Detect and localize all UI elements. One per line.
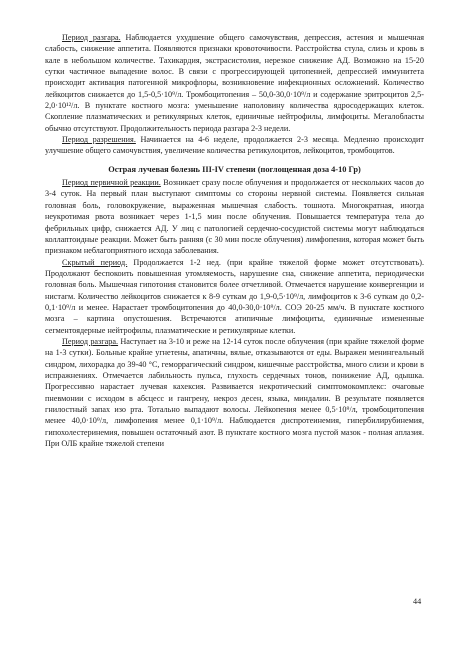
paragraph-title: Период первичной реакции. [62, 178, 161, 188]
paragraph-text: Начинается на 4-6 неделе, продолжается 2-3 месяца. Медленно происходит улучшение общего самочувствия, увеличение количества ретикулоцитов, лейкоцитов, тромбоцитов. [45, 135, 424, 156]
paragraph-resolution-period [45, 134, 424, 157]
paragraph-text: Возникает сразу после облучения и продолжается от нескольких часов до 3-4 суток. На первый план выступают симптомы со стороны нервной системы. Появляется сильная головная боль, головокружение, выраженная мышечная слабость. тошнота. Многократная, иногда неукротимая рвота возникает через 1-1,5 мин после облучения. Повышается температура тела до фебрильных цифр, снижается АД. У лиц с патологией сердечно-сосудистой системы могут наблюдаться коллаптоидные реакции. Может быть ранняя (с 30 мин после облучения) лимфопения, которая может быть признаком неблагоприятного исхода заболевания. [45, 178, 424, 256]
paragraph-text: Продолжается 1-2 нед. (при крайне тяжелой форме может отсутствовать). Продолжают беспокоить повышенная утомляемость, нарушение сна, снижение аппетита, периодически головная боль. Мышечная гипотония становится более отчетливой. Отмечается нарушение конвергенции и нистагм. Количество лейкоцитов снижается к 8-9 суткам до 1,9-0,5·10⁹/л, лимфоцитов к 3-6 суткам до 0,2-0,1·10⁹/л и менее. Нарастает тромбоцитопения до 40,0-30,0·10⁹/л. СОЭ 20-25 мм/ч. В пунктате костного мозга – картина опустошения. Встречаются атипичные лимфоциты, единичные измененные сегментоядерные нейтрофилы, плазматические и ретикулярные клетки. [45, 257, 424, 335]
section-heading: Острая лучевая болезнь III-IV степени (поглощенная доза 4-10 Гр) [108, 164, 361, 174]
spacer [45, 157, 424, 164]
paragraph-text: Наступает на 3-10 и реже на 12-14 суток после облучения (при крайне тяжелой форме на 1-3 сутки). Больные крайне угнетены, апатичны, вялые, отказываются от еды. Выражен менингеальный синдром, лихорадка до 39-40 °С, геморрагический синдром, кишечные расстройства, много слизи и крови в испражнениях. Отмечается лабильность пульса, глухость сердечных тонов, понижение АД, одышка. Прогрессивно нарастает лучевая кахексия. Развивается некротический симптомокомплекс: очаговые пневмонии с исходом в абсцесс и гангрену, некроз десен, языка, миндалин. В результате появляется гнилостный запах изо рта. Тотально выпадают волосы. Лейкопения менее 0,5·10⁹/л, тромбоцитопения менее 40,0·10⁹/л, лимфопения менее 0,1·10⁹/л. Наблюдается диспротеинемия, гипербилирубинемия, гипохолестеринемия, повышен остаточный азот. В пунктате костного мозга пустой мазок - полная аплазия. При ОЛБ крайне тяжелой степени [45, 336, 424, 449]
paragraph-title: Скрытый период. [62, 257, 128, 267]
paragraph-title: Период разгара. [62, 33, 121, 42]
page-number: 44 [413, 597, 422, 606]
paragraph-latent-period [45, 257, 424, 336]
paragraph-title: Период разгара. [62, 336, 119, 346]
paragraph-title: Период разрешения. [62, 135, 136, 145]
paragraph-primary-reaction [45, 177, 424, 256]
paragraph-peak-period-2 [45, 32, 424, 134]
paragraph-text: Наблюдается ухудшение общего самочувствия, депрессия, астения и мышечная слабость, снижение аппетита. Появляются признаки кровоточивости. Расстройства стула, слизь и кровь в кале в небольшом количестве. Тахикардия, экстрасистолия, нерезкое снижение АД. Возможно на 15-20 сутки частичное выпадение волос. В связи с прогрессирующей цитопенией, депрессией иммунитета происходит активация патогенной микрофлоры, возникновение инфекционных осложнений. Количество лейкоцитов снижается до 1,5-0,5·10⁹/л. Тромбоцитопения – 50,0-30,0·10⁹/л и содержание эритроцитов 2,5-2,0·10¹²/л. В пунктате костного мозга: уменьшение наполовину количества ядросодержащих клеток. Скопление плазматических и ретикулярных клеток, единичные нейтрофилы, лимфоциты. Мегалобласты обычно отсутствуют. Продолжительность периода разгара 2-3 недели. [45, 33, 424, 133]
paragraph-peak-period-34 [45, 336, 424, 449]
page-content [45, 32, 424, 449]
